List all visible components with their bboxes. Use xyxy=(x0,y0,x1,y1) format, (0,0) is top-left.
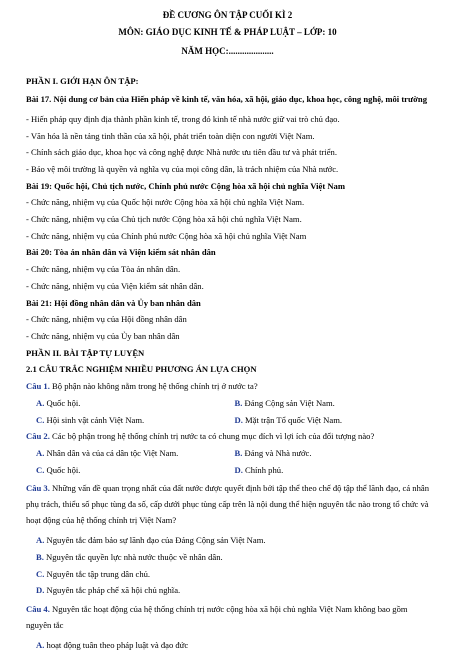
answer-option-d: D. Chính phủ. xyxy=(234,464,284,475)
question-1 xyxy=(26,381,429,391)
document-title: ĐỀ CƯƠNG ÔN TẬP CUỐI KÌ 2 xyxy=(162,10,293,20)
question-label: Câu 4. xyxy=(26,604,50,615)
answer-option-c: C. Nguyên tắc tập trung dân chủ. xyxy=(36,568,151,579)
part1-heading: PHẦN I. GIỚI HẠN ÔN TẬP: xyxy=(26,76,139,87)
lesson17-title: Bài 17. Nội dung cơ bản của Hiến pháp về kinh tế, văn hóa, xã hội, giáo dục, khoa học, công nghệ, môi trường xyxy=(26,93,427,104)
section-heading: 2.1 CÂU TRẮC NGHIỆM NHIỀU PHƯƠNG ÁN LỰA CHỌN xyxy=(26,364,257,375)
lesson17-item: - Văn hóa là nền tảng tinh thần của xã hội, phát triển toàn diện con người Việt Nam. xyxy=(26,130,315,141)
answer-row xyxy=(26,398,429,408)
document-year: NĂM HỌC:.................... xyxy=(181,45,274,56)
question-label: Câu 2. xyxy=(26,431,50,442)
part2-heading: PHẦN II. BÀI TẬP TỰ LUYỆN xyxy=(26,347,145,358)
answer-option-a: A. hoạt động tuân theo pháp luật và đạo đức xyxy=(36,640,189,651)
question-3 xyxy=(26,481,429,529)
question-text: Nguyên tắc hoạt động của hệ thống chính trị nước cộng hòa xã hội chủ nghĩa Việt Nam không bao gồm nguyên tắc xyxy=(26,604,408,631)
answer-row xyxy=(26,448,429,458)
question-text: Các bộ phận trong hệ thống chính trị nước ta có chung mục đích vì lợi ích của đối tượng nào? xyxy=(49,431,375,442)
answer-option-c: C. Quốc hội. xyxy=(36,464,81,475)
question-label: Câu 1. xyxy=(26,381,50,392)
answer-option-a: A. Nhân dân và của cả dân tộc Việt Nam. xyxy=(36,447,179,458)
lesson19-item: - Chức năng, nhiệm vụ của Quốc hội nước Cộng hòa xã hội chủ nghĩa Việt Nam. xyxy=(26,197,305,208)
question-text: Những vấn đề quan trọng nhất của đất nước được quyết định bởi tập thể theo chế độ tập thể lãnh đạo, cá nhân phụ trách, thiểu số phục tùng đa số, cấp dưới phục tùng cấp trên là nội dung thể hiện nguyên tắc nào trong tổ chức và hoạt động của hệ thống chính trị Việt Nam? xyxy=(26,483,430,526)
answer-option-b: B. Đảng và Nhà nước. xyxy=(234,447,312,458)
answer-option-d: D. Nguyên tắc pháp chế xã hội chủ nghĩa. xyxy=(36,585,181,596)
answer-option-b: B. Đảng Cộng sản Việt Nam. xyxy=(234,397,335,408)
lesson19-item: - Chức năng, nhiệm vụ của Chính phủ nước Cộng hòa xã hội chủ nghĩa Việt Nam xyxy=(26,230,307,241)
answer-row xyxy=(26,465,429,475)
lesson20-item: - Chức năng, nhiệm vụ của Tòa án nhân dân. xyxy=(26,264,181,275)
lesson21-title: Bài 21: Hội đồng nhân dân và Ủy ban nhân dân xyxy=(26,297,201,308)
answer-option-d: D. Mặt trận Tổ quốc Việt Nam. xyxy=(234,414,343,425)
lesson20-item: - Chức năng, nhiệm vụ của Viện kiểm sát nhân dân. xyxy=(26,280,204,291)
document-subject: MÔN: GIÁO DỤC KINH TẾ & PHÁP LUẬT – LỚP: 10 xyxy=(118,26,337,37)
lesson21-item: - Chức năng, nhiệm vụ của Ủy ban nhân dân xyxy=(26,330,180,341)
lesson17-item: - Hiến pháp quy định địa thành phần kinh tế, trong đó kinh tế nhà nước giữ vai trò chủ đạo. xyxy=(26,113,340,124)
answer-option-a: A. Nguyên tắc đảm bảo sự lãnh đạo của Đảng Cộng sản Việt Nam. xyxy=(36,535,266,546)
answer-option-b: B. Nguyên tắc quyền lực nhà nước thuộc về nhân dân. xyxy=(36,552,223,563)
lesson19-item: - Chức năng, nhiệm vụ của Chủ tịch nước Cộng hòa xã hội chủ nghĩa Việt Nam. xyxy=(26,214,302,225)
answer-option-a: A. Quốc hội. xyxy=(36,397,81,408)
question-label: Câu 3. xyxy=(26,483,50,494)
question-4 xyxy=(26,602,429,634)
lesson21-item: - Chức năng, nhiệm vụ của Hội đồng nhân dân xyxy=(26,314,187,325)
lesson19-title: Bài 19: Quốc hội, Chủ tịch nước, Chính phủ nước Cộng hòa xã hội chủ nghĩa Việt Nam xyxy=(26,180,346,191)
answer-option-c: C. Hội sinh vật cảnh Việt Nam. xyxy=(36,414,145,425)
lesson17-item: - Chính sách giáo dục, khoa học và công nghệ được Nhà nước ưu tiên đầu tư và phát triển. xyxy=(26,147,337,158)
lesson17-item: - Bảo vệ môi trường là quyền và nghĩa vụ của mọi công dân, là trách nhiệm của Nhà nước. xyxy=(26,163,339,174)
lesson20-title: Bài 20: Tòa án nhân dân và Viện kiểm sát nhân dân xyxy=(26,247,216,258)
answer-row xyxy=(26,415,429,425)
question-2 xyxy=(26,431,429,441)
question-text: Bộ phận nào không nằm trong hệ thống chính trị ở nước ta? xyxy=(49,381,258,392)
